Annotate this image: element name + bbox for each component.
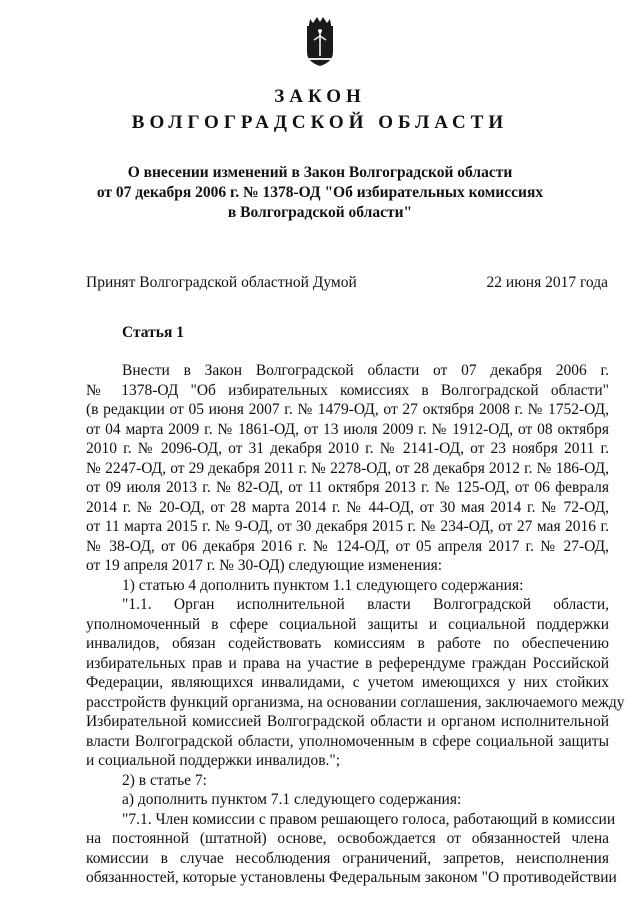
body-line: на постоянной (штатной) основе, освобождается от обязанностей члена [86, 830, 609, 847]
law-title-line: от 07 декабря 2006 г. № 1378-ОД "Об избирательных комиссиях [96, 184, 544, 201]
body-line: Внести в Закон Волгоградской области от 07 декабря 2006 г. [122, 362, 609, 379]
body-line: № 2247-ОД, от 29 декабря 2011 г. № 2278-ОД, от 28 декабря 2012 г. № 186-ОД, [86, 459, 609, 477]
body-line: и социальной поддержки инвалидов."; [86, 752, 341, 769]
body-line: Избирательной комиссией Волгоградской области и органом исполнительной [86, 713, 609, 730]
body-line: уполномоченный в сфере социальной защиты и социальной поддержки [86, 615, 609, 633]
body-line: а) дополнить пунктом 7.1 следующего содержания: [122, 791, 462, 808]
body-line: № 1378-ОД "Об избирательных комиссиях в Волгоградской области" [86, 381, 609, 399]
body-line: власти Волгоградской области, уполномоченным в сфере социальной защиты [86, 732, 609, 750]
document-type-heading: ЗАКОН [274, 86, 366, 107]
body-line: от 19 апреля 2017 г. № 30-ОД) следующие изменения: [86, 557, 443, 574]
adoption-date: 22 июня 2017 года [486, 274, 608, 291]
body-line: № 38-ОД, от 06 декабря 2016 г. № 124-ОД, от 05 апреля 2017 г. № 27-ОД, [86, 537, 609, 555]
body-line: от 04 марта 2009 г. № 1861-ОД, от 13 июля 2009 г. № 1912-ОД, от 08 октября [86, 420, 609, 438]
law-title [0, 163, 640, 223]
adopted-by: Принят Волгоградской областной Думой [86, 274, 357, 291]
body-line: избирательных прав и права на участие в референдуме граждан Российской [86, 654, 609, 672]
law-title-line: О внесении изменений в Закон Волгоградской области [127, 164, 513, 181]
body-line: расстройств функций организма, на основании соглашения, заключаемого между [86, 693, 625, 711]
body-line: 2010 г. № 2096-ОД, от 31 декабря 2010 г. № 2141-ОД, от 23 ноября 2011 г. [86, 440, 609, 457]
body-line: 2) в статье 7: [122, 771, 207, 789]
body-line: 1) статью 4 дополнить пунктом 1.1 следующего содержания: [122, 576, 524, 594]
body-line: "1.1. Орган исполнительной власти Волгоградской области, [122, 596, 609, 613]
body-line: от 11 марта 2015 г. № 9-ОД, от 30 декабря 2015 г. № 234-ОД, от 27 мая 2016 г. [86, 518, 609, 535]
body-line: комиссии в случае несоблюдения ограничений, запретов, неисполнения [86, 849, 609, 867]
region-heading: ВОЛГОГРАДСКОЙ ОБЛАСТИ [131, 112, 509, 133]
body-line: (в редакции от 05 июня 2007 г. № 1479-ОД, от 27 октября 2008 г. № 1752-ОД, [86, 401, 609, 418]
body-line: Федерации, являющихся инвалидами, с учетом имеющихся у них стойких [86, 674, 609, 691]
law-title-line: в Волгоградской области" [227, 204, 413, 221]
body-line: от 09 июля 2013 г. № 82-ОД, от 11 октября 2013 г. № 125-ОД, от 06 февраля [86, 479, 609, 496]
body-line: "7.1. Член комиссии с правом решающего голоса, работающий в комиссии [122, 810, 616, 828]
article-body [86, 361, 625, 888]
article-heading: Статья 1 [122, 324, 184, 341]
body-line: обязанностей, которые установлены Федеральным законом "О противодействии [86, 869, 617, 886]
coat-of-arms-emblem [301, 10, 339, 68]
body-line: инвалидов, обязан содействовать комиссиям в работе по обеспечению [86, 635, 609, 652]
body-line: 2014 г. № 20-ОД, от 28 марта 2014 г. № 44-ОД, от 30 мая 2014 г. № 72-ОД, [86, 498, 609, 516]
